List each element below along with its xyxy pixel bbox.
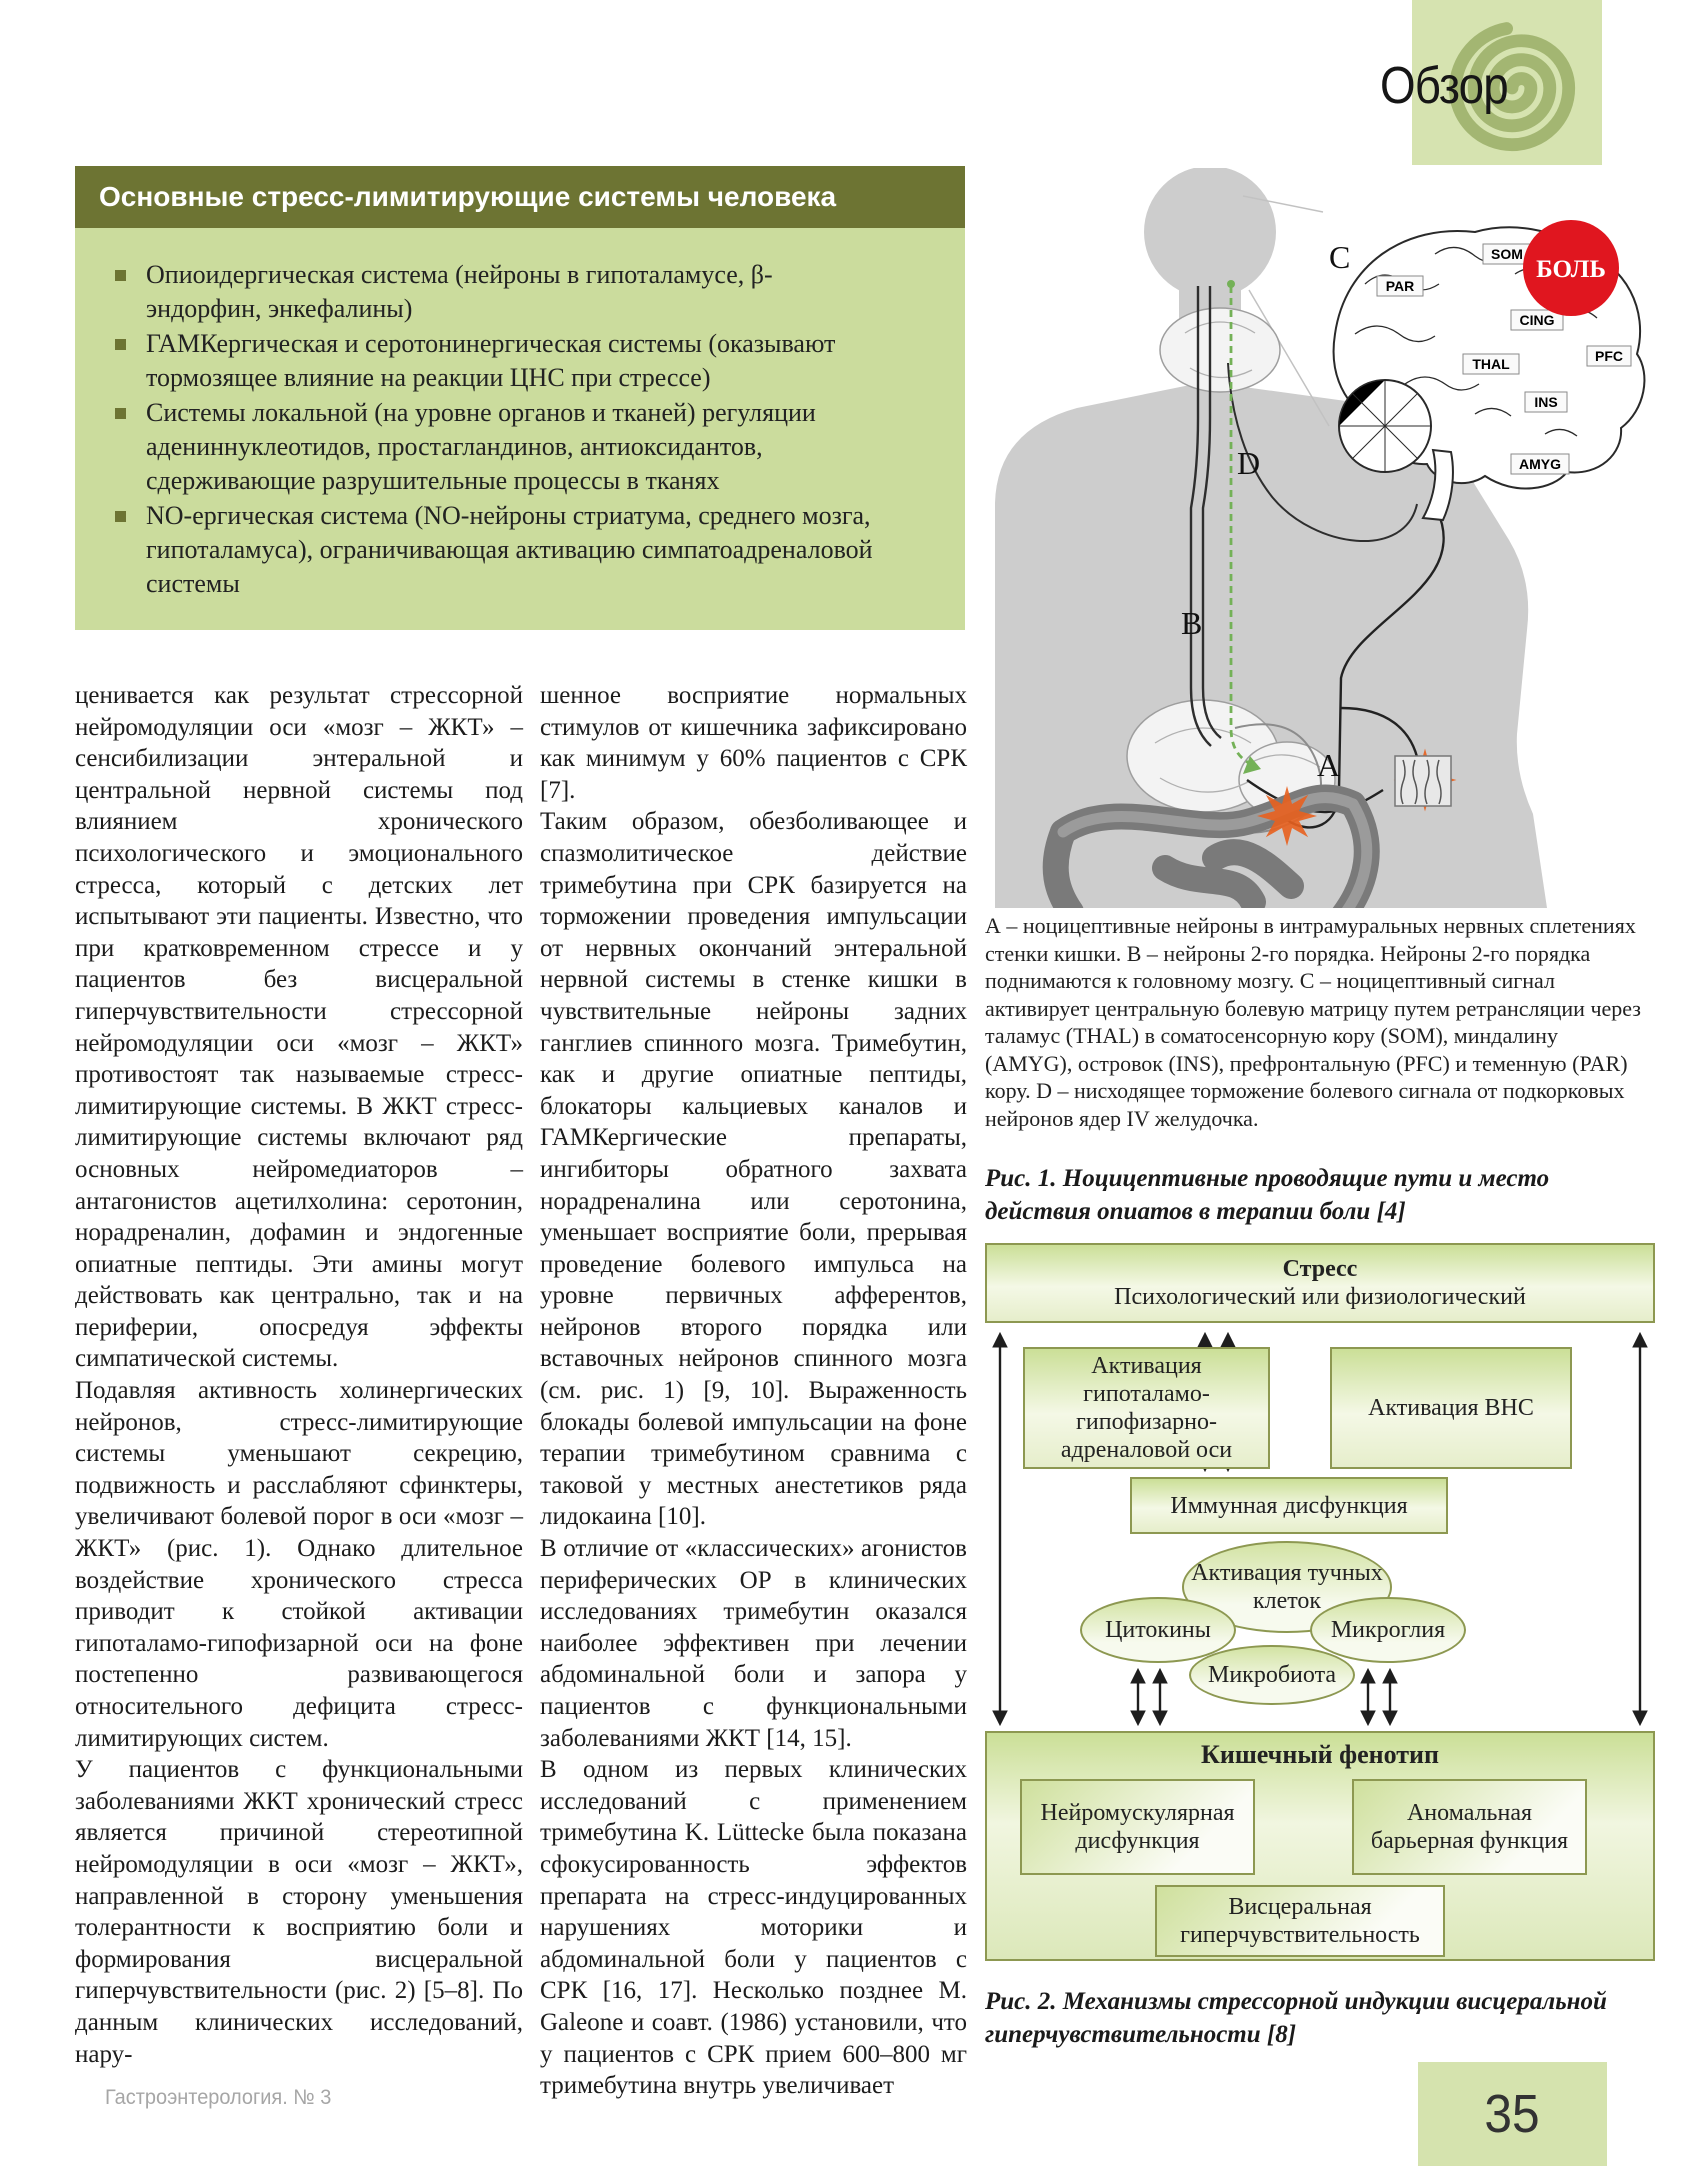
figure2-diagram bbox=[985, 1243, 1657, 1963]
list-item bbox=[115, 327, 925, 395]
paragraph: У пациентов с функциональными заболеваниями ЖКТ хронический стресс является причиной стереотипной нейромодуляции в оси «мозг – ЖКТ», направленной в сторону уменьшения толерантности к восприятию боли и формирования висцеральной гиперчувствительности (рис. 2) [5–8]. По данным клинических исследований, нару- bbox=[75, 1756, 523, 2068]
brain-region-label-amyg: AMYG bbox=[1519, 456, 1561, 472]
microglia-ellipse: Микроглия bbox=[1310, 1597, 1466, 1663]
cytokines-ellipse: Цитокины bbox=[1080, 1597, 1236, 1663]
paragraph: Подавляя активность холинергических нейронов, стресс-лимитирующие системы уменьшают секрецию, подвижность и расслабляют сфинктеры, увеличивают болевой порог в оси «мозг – ЖКТ» (рис. 1). Однако длительное воздействие хронического стресса приводит к стойкой активации гипоталамо-гипофизарной оси на фоне постепенно развивающегося относительного дефицита стресс-лимитирующих систем. bbox=[75, 1377, 523, 1752]
pain-badge bbox=[1523, 220, 1619, 316]
brain-region-label-pfc: PFC bbox=[1595, 348, 1623, 364]
paragraph: шенное восприятие нормальных стимулов от кишечника зафиксировано как минимум у 60% пациентов с СРК [7]. bbox=[540, 682, 967, 804]
page-number: 35 bbox=[1484, 2084, 1541, 2144]
visceral-box: Висцеральная гиперчувствительность bbox=[1155, 1885, 1445, 1957]
gut-phenotype-box bbox=[985, 1731, 1655, 1961]
list-item bbox=[115, 499, 925, 601]
brain-region-label-par: PAR bbox=[1385, 278, 1415, 294]
figure1-legend: А – ноцицептивные нейроны в интрамуральных нервных сплетениях стенки кишки. B – нейроны 2-го порядка. Нейроны 2-го порядка поднимаются к головному мозгу. C – ноцицептивный сигнал активирует центральную болевую матрицу путем ретрансляции через таламус (THAL) в соматосенсорную кору (SOM), миндалину (AMYG), островок (INS), префронтальную (PFC) и теменную (PAR) кору. D – нисходящее торможение болевого сигнала от подкорковых нейронов ядер IV желудочка. bbox=[985, 913, 1641, 1131]
page-number-box bbox=[1418, 2062, 1607, 2166]
list-item-text: NO-ергическая система (NO-нейроны стриатума, среднего мозга, гипоталамуса), ограничивающая активацию симпатоадреналовой системы bbox=[146, 501, 873, 598]
section-label: Обзор bbox=[1380, 57, 1508, 115]
gut-phenotype-title: Кишечный фенотип bbox=[1201, 1740, 1439, 1769]
brain-region-label-cing: CING bbox=[1519, 312, 1555, 328]
list-item-text: ГАМКергическая и серотонинергическая системы (оказывают тормозящее влияние на реакции ЦНС при стрессе) bbox=[146, 329, 836, 392]
list-item-text: Опиоидергическая система (нейроны в гипоталамусе, β-эндорфин, энкефалины) bbox=[146, 260, 773, 323]
label-d: D bbox=[1237, 445, 1261, 481]
pain-badge-text: БОЛЬ bbox=[1536, 256, 1606, 283]
bullet-square-icon bbox=[115, 408, 126, 419]
article-middle-column bbox=[540, 680, 967, 2102]
hpa-axis-box: Активация гипоталамо-гипофизарно-адреналовой оси bbox=[1023, 1347, 1270, 1469]
highlight-box bbox=[75, 166, 965, 630]
figure1-illustration bbox=[985, 168, 1657, 908]
article-left-column bbox=[75, 680, 523, 2070]
highlight-box-title: Основные стресс-лимитирующие системы человека bbox=[75, 166, 965, 228]
label-c: C bbox=[1329, 239, 1351, 275]
immune-dysfunction-box: Иммунная дисфункция bbox=[1130, 1477, 1448, 1534]
label-a: A bbox=[1317, 747, 1341, 783]
stress-box bbox=[985, 1243, 1655, 1323]
bullet-square-icon bbox=[115, 511, 126, 522]
mast-cells-ellipse: Активация тучных клеток bbox=[1182, 1541, 1392, 1633]
microbiota-ellipse: Микробиота bbox=[1189, 1645, 1355, 1705]
bullet-square-icon bbox=[115, 270, 126, 281]
stress-title: Стресс bbox=[1282, 1256, 1358, 1282]
brain-region-label-ins: INS bbox=[1534, 394, 1558, 410]
label-b: B bbox=[1181, 605, 1203, 641]
paragraph: Таким образом, обезболивающее и спазмолитическое действие тримебутина при СРК базируется на торможении проведения импульсации от нервных окончаний энтеральной нервной системы в стенке кишки в чувствительные нейроны задних ганглиев спинного мозга. Тримебутин, как и другие опиатные пептиды, блокаторы кальциевых каналов и ГАМКергические препараты, ингибиторы обратного захвата норадреналина или серотонина, уменьшает восприятие боли, прерывая проведение болевого импульса на уровне первичных афферентов, нейронов второго порядка или вставочных нейронов спинного мозга (см. рис. 1) [9, 10]. Выраженность блокады болевой импульсации на фоне терапии тримебутином сравнима с таковой у местных анестетиков ряда лидокаина [10]. bbox=[540, 808, 967, 1531]
figure2-caption: Рис. 2. Механизмы стрессорной индукции висцеральной гиперчувствительности [8] bbox=[985, 1988, 1607, 2048]
bullet-square-icon bbox=[115, 339, 126, 350]
brain-region-label-thal: THAL bbox=[1472, 356, 1510, 372]
list-item-text: Системы локальной (на уровне органов и тканей) регуляции адениннуклеотидов, простагландинов, антиоксидантов, сдерживающие разрушительные процессы в тканях bbox=[146, 398, 816, 495]
list-item bbox=[115, 258, 925, 326]
list-item bbox=[115, 396, 925, 498]
highlight-list bbox=[75, 228, 965, 601]
paragraph: В одном из первых клинических исследований с применением тримебутина K. Lüttecke была показана сфокусированность эффектов препарата на стресс-индуцированных нарушениях моторики и абдоминальной боли у пациентов с СРК [16, 17]. Несколько позднее M. Galeone и соавт. (1986) установили, что у пациентов с СРК прием 600–800 мг тримебутина внутрь увеличивает bbox=[540, 1756, 967, 2100]
stress-subtitle: Психологический или физиологический bbox=[1114, 1284, 1526, 1310]
brain-region-label-som: SOM bbox=[1491, 246, 1523, 262]
figure1-caption: Рис. 1. Ноцицептивные проводящие пути и место действия опиатов в терапии боли [4] bbox=[985, 1165, 1550, 1225]
figure1-svg bbox=[985, 168, 1657, 908]
footer-journal: Гастроэнтерология. № 3 bbox=[105, 2086, 332, 2109]
barrier-box: Аномальная барьерная функция bbox=[1352, 1779, 1587, 1875]
neuromuscular-box: Нейромускулярная дисфункция bbox=[1020, 1779, 1255, 1875]
paragraph: ценивается как результат стрессорной нейромодуляции оси «мозг – ЖКТ» – сенсибилизации энтеральной и центральной нервной системы под влиянием хронического психологического и эмоционального стресса, который с детских лет испытывают эти пациенты. Известно, что при кратковременном стрессе и у пациентов без висцеральной гиперчувствительности стрессорной нейромодуляции оси «мозг – ЖКТ» противостоят так называемые стресс-лимитирующие системы. В ЖКТ стресс-лимитирующие системы включают ряд основных нейромедиаторов – антагонистов ацетилхолина: серотонин, норадреналин, дофамин и эндогенные опиатные пептиды. Эти амины могут действовать как центрально, так и на периферии, опосредуя эффекты симпатической системы. bbox=[75, 682, 523, 1373]
ans-box: Активация ВНС bbox=[1330, 1347, 1572, 1469]
gut-wall-inset bbox=[1395, 756, 1451, 806]
paragraph: В отличие от «классических» агонистов периферических ОР в клинических исследованиях тримебутин оказался наиболее эффективен при лечении абдоминальной боли и запора у пациентов с функциональными заболеваниями ЖКТ [14, 15]. bbox=[540, 1535, 967, 1752]
